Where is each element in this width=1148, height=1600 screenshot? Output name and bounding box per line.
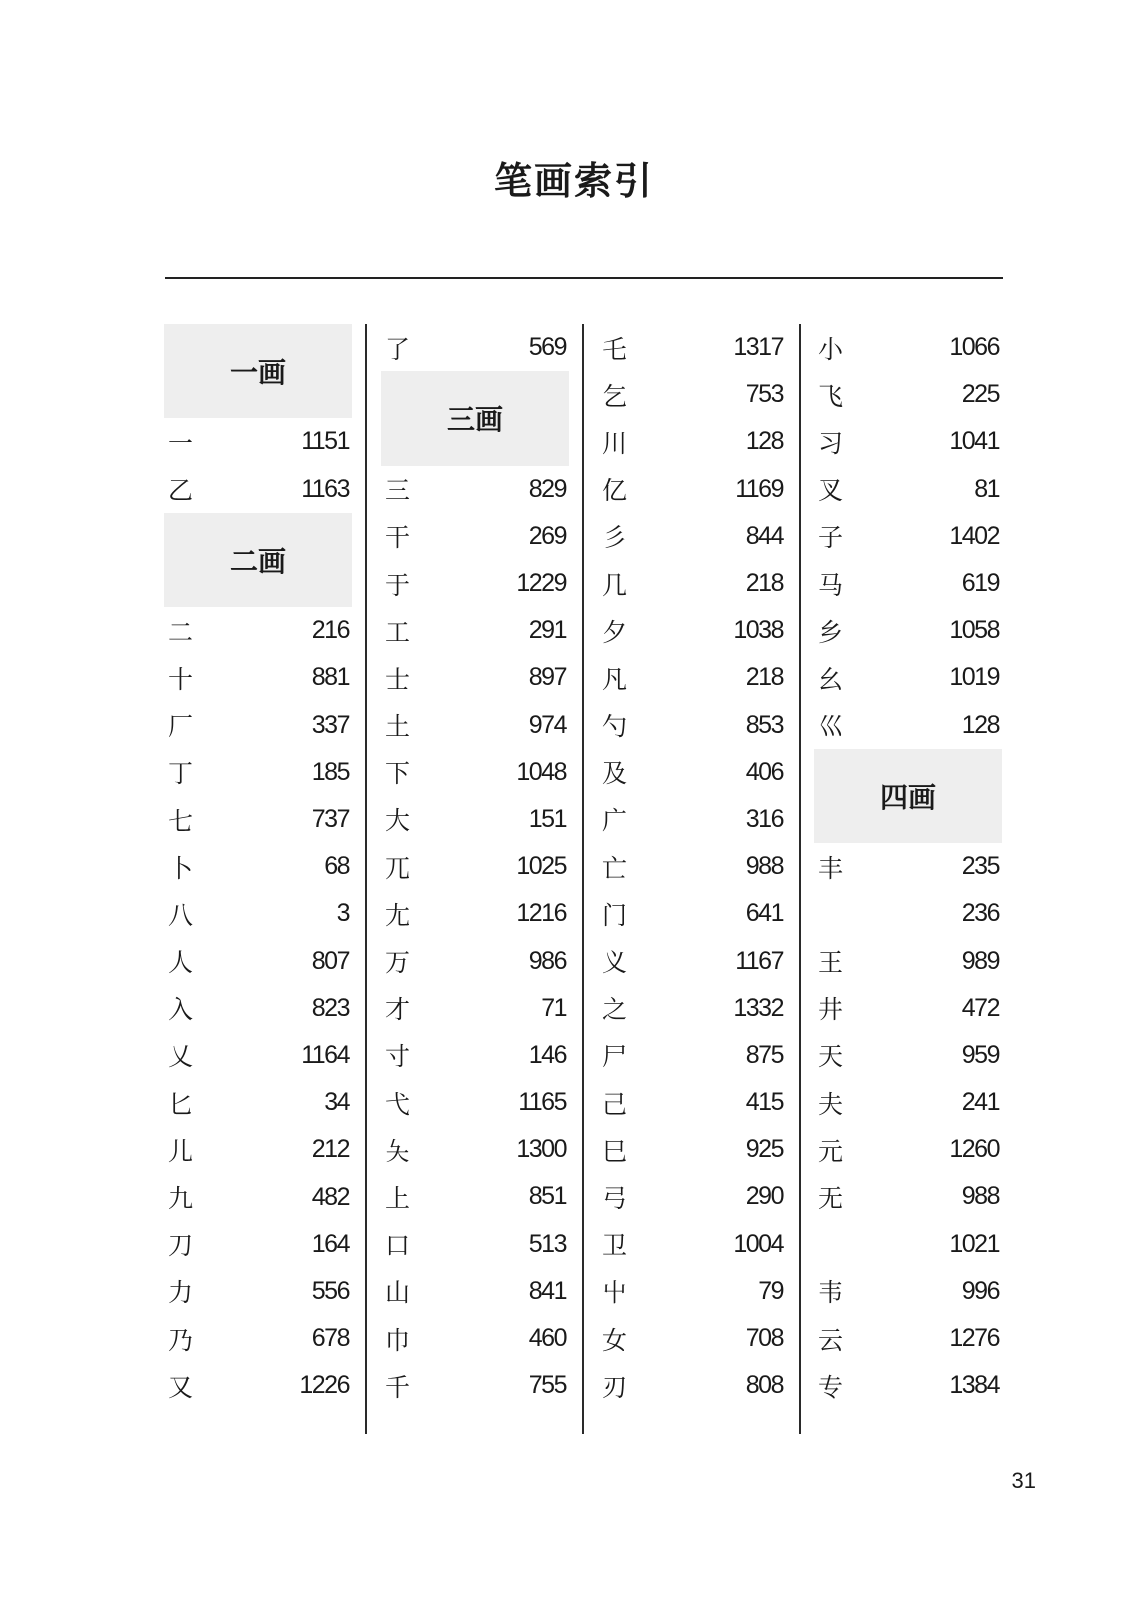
index-entry (814, 843, 1002, 890)
entry-page-number: 290 (745, 1182, 783, 1211)
entry-page-number: 513 (528, 1229, 566, 1258)
entry-page-number: 881 (311, 663, 349, 692)
index-entry (164, 1173, 352, 1220)
entry-character: 乙 (168, 476, 194, 506)
entry-character: 己 (602, 1089, 628, 1119)
index-entry (814, 607, 1002, 654)
entry-page-number: 3 (336, 899, 349, 928)
index-column-1 (164, 324, 352, 1409)
entry-page-number: 164 (311, 1229, 349, 1258)
entry-page-number: 897 (528, 663, 566, 692)
entry-page-number: 986 (528, 946, 566, 975)
entry-page-number: 225 (961, 380, 999, 409)
entry-page-number: 1038 (733, 616, 783, 645)
index-entry (598, 513, 786, 560)
entry-character: 三 (385, 476, 411, 506)
entry-character: 勺 (602, 712, 628, 742)
entry-character: 义 (602, 948, 628, 978)
index-entry (598, 985, 786, 1032)
index-entry (598, 937, 786, 984)
entry-character: 才 (385, 995, 411, 1025)
entry-page-number: 678 (311, 1324, 349, 1353)
entry-character: 无 (818, 1183, 844, 1213)
entry-page-number: 415 (745, 1088, 783, 1117)
index-entry (381, 985, 569, 1032)
index-entry (814, 1032, 1002, 1079)
entry-page-number: 808 (745, 1371, 783, 1400)
entry-page-number: 875 (745, 1040, 783, 1069)
index-entry (598, 843, 786, 890)
entry-page-number: 853 (745, 710, 783, 739)
entry-character: 王 (818, 948, 844, 978)
entry-character: 门 (602, 900, 628, 930)
entry-page-number: 218 (745, 569, 783, 598)
entry-character: 丰 (818, 853, 844, 883)
entry-page-number: 959 (961, 1040, 999, 1069)
index-entry (381, 1173, 569, 1220)
index-entry (814, 1079, 1002, 1126)
index-entry (164, 985, 352, 1032)
entry-character: 夨 (385, 1136, 411, 1166)
entry-page-number: 556 (311, 1276, 349, 1305)
entry-character: 土 (385, 712, 411, 742)
entry-character: 弓 (602, 1183, 628, 1213)
index-entry (598, 418, 786, 465)
index-entry (164, 1126, 352, 1173)
index-entry (381, 324, 569, 371)
index-entry (164, 654, 352, 701)
entry-page-number: 1332 (733, 993, 783, 1022)
index-entry (814, 1268, 1002, 1315)
entry-page-number: 989 (961, 946, 999, 975)
entry-character: 屮 (602, 1278, 628, 1308)
entry-character: 元 (818, 1136, 844, 1166)
index-entry (598, 560, 786, 607)
entry-page-number: 829 (528, 474, 566, 503)
entry-character: 亿 (602, 476, 628, 506)
index-entry (381, 1221, 569, 1268)
entry-page-number: 185 (311, 757, 349, 786)
index-entry (814, 937, 1002, 984)
entry-character: 尢 (385, 900, 411, 930)
index-entry (381, 654, 569, 701)
stroke-section-header: 二画 (164, 513, 352, 607)
entry-page-number: 1164 (301, 1040, 349, 1069)
index-entry (381, 1079, 569, 1126)
index-entry (598, 1126, 786, 1173)
entry-page-number: 1300 (516, 1135, 566, 1164)
entry-character: 习 (818, 428, 844, 458)
entry-character: 口 (385, 1231, 411, 1261)
entry-character: 七 (168, 806, 194, 836)
index-entry (164, 937, 352, 984)
index-entry (598, 466, 786, 513)
entry-character: 上 (385, 1183, 411, 1213)
entry-character: 二 (168, 617, 194, 647)
entry-character: 女 (602, 1325, 628, 1355)
stroke-section-header: 四画 (814, 749, 1002, 843)
entry-page-number: 1019 (949, 663, 999, 692)
entry-page-number: 1021 (949, 1229, 999, 1258)
index-entry (381, 607, 569, 654)
entry-page-number: 151 (528, 804, 566, 833)
index-entry (381, 1268, 569, 1315)
entry-character: 巾 (385, 1325, 411, 1355)
index-entry (381, 702, 569, 749)
index-entry (814, 1315, 1002, 1362)
entry-page-number: 1041 (949, 427, 999, 456)
entry-page-number: 1151 (301, 427, 349, 456)
entry-page-number: 737 (311, 805, 349, 833)
index-entry (598, 1362, 786, 1409)
entry-character: 士 (385, 664, 411, 694)
entry-character: 人 (168, 948, 194, 978)
entry-character: 卜 (168, 853, 194, 883)
index-entry (164, 1032, 352, 1079)
index-entry (598, 607, 786, 654)
entry-page-number: 996 (961, 1276, 999, 1305)
entry-character: 乞 (602, 381, 628, 411)
entry-character: 千 (385, 1372, 411, 1402)
index-entry (381, 937, 569, 984)
entry-page-number: 79 (758, 1276, 783, 1305)
entry-character: 大 (385, 806, 411, 836)
index-entry (381, 1315, 569, 1362)
entry-character: 于 (385, 570, 411, 600)
entry-character: 丁 (168, 759, 194, 789)
page-title: 笔画索引 (493, 158, 654, 203)
index-entry (814, 324, 1002, 371)
index-entry (164, 843, 352, 890)
entry-page-number: 988 (961, 1182, 999, 1211)
entry-page-number: 1004 (733, 1229, 783, 1258)
entry-character: 幺 (818, 664, 844, 694)
entry-character: 专 (818, 1372, 844, 1402)
entry-page-number: 569 (528, 333, 566, 362)
entry-character: 飞 (818, 381, 844, 411)
entry-page-number: 1058 (949, 616, 999, 645)
index-entry (814, 560, 1002, 607)
entry-page-number: 851 (528, 1182, 566, 1211)
entry-character: 乃 (168, 1325, 194, 1355)
index-entry (381, 1362, 569, 1409)
index-entry (814, 1221, 1002, 1268)
entry-page-number: 1216 (516, 899, 566, 928)
entry-character: 寸 (385, 1042, 411, 1072)
entry-page-number: 1165 (518, 1088, 566, 1117)
index-column-2 (381, 324, 569, 1409)
entry-character: 匕 (168, 1089, 194, 1119)
index-entry (814, 1126, 1002, 1173)
entry-page-number: 406 (745, 757, 783, 786)
index-entry (164, 1315, 352, 1362)
entry-page-number: 218 (745, 663, 783, 692)
entry-page-number: 1048 (516, 757, 566, 786)
entry-character: 夕 (602, 617, 628, 647)
index-entry (814, 890, 1002, 937)
index-entry (814, 466, 1002, 513)
entry-page-number: 291 (528, 616, 566, 645)
index-entry (598, 796, 786, 843)
entry-character: 彡 (602, 523, 628, 553)
index-entry (381, 890, 569, 937)
entry-page-number: 1066 (949, 333, 999, 362)
entry-page-number: 128 (745, 427, 783, 456)
entry-character: 又 (168, 1372, 194, 1402)
entry-page-number: 641 (745, 899, 783, 928)
entry-page-number: 1226 (299, 1371, 349, 1400)
index-entry (598, 1173, 786, 1220)
index-entry (598, 702, 786, 749)
index-entry (598, 1221, 786, 1268)
entry-page-number: 337 (311, 710, 349, 739)
entry-page-number: 269 (528, 521, 566, 550)
entry-page-number: 146 (528, 1040, 566, 1069)
index-entry (164, 1362, 352, 1409)
entry-page-number: 823 (311, 993, 349, 1022)
index-column-4 (814, 324, 1002, 1409)
index-entry (164, 1221, 352, 1268)
entry-character: 夫 (818, 1089, 844, 1119)
entry-page-number: 841 (528, 1276, 566, 1305)
entry-character: 九 (168, 1184, 194, 1213)
index-entry (814, 702, 1002, 749)
index-entry (164, 1079, 352, 1126)
index-entry (381, 560, 569, 607)
index-entry (598, 371, 786, 418)
entry-character: 八 (168, 900, 194, 930)
index-entry (164, 466, 352, 513)
index-entry (381, 1126, 569, 1173)
entry-character: 尸 (602, 1042, 628, 1072)
title-rule (165, 277, 1003, 279)
entry-character: 刀 (168, 1231, 194, 1261)
index-entry (164, 890, 352, 937)
entry-page-number: 1167 (735, 946, 783, 975)
entry-character: 亡 (602, 853, 628, 883)
entry-character: 天 (818, 1042, 844, 1072)
entry-page-number: 1384 (949, 1371, 999, 1400)
index-entry (164, 1268, 352, 1315)
index-entry (381, 466, 569, 513)
entry-page-number: 619 (961, 569, 999, 598)
entry-page-number: 236 (961, 899, 999, 928)
entry-page-number: 34 (324, 1088, 349, 1117)
index-entry (598, 1268, 786, 1315)
entry-page-number: 755 (528, 1371, 566, 1400)
entry-character: 井 (818, 995, 844, 1025)
index-entry (598, 890, 786, 937)
entry-character: 韦 (818, 1278, 844, 1308)
index-entry (381, 749, 569, 796)
entry-character: 乂 (168, 1042, 194, 1072)
entry-character: 儿 (168, 1136, 194, 1166)
index-entry (814, 1362, 1002, 1409)
column-divider (799, 324, 801, 1434)
entry-character: 兀 (385, 853, 411, 883)
index-entry (598, 1079, 786, 1126)
entry-page-number: 988 (745, 852, 783, 881)
index-entry (381, 843, 569, 890)
entry-character: 川 (602, 428, 628, 458)
index-entry (814, 513, 1002, 560)
index-entry (164, 607, 352, 654)
entry-character: 几 (602, 570, 628, 600)
entry-page-number: 925 (745, 1135, 783, 1164)
column-divider (365, 324, 367, 1434)
entry-page-number: 844 (745, 521, 783, 550)
stroke-section-header: 三画 (381, 371, 569, 465)
entry-page-number: 1260 (949, 1135, 999, 1164)
index-entry (381, 1032, 569, 1079)
entry-character: 马 (818, 570, 844, 600)
entry-character: 力 (168, 1278, 194, 1308)
entry-character: 巛 (818, 712, 844, 742)
entry-page-number: 753 (745, 380, 783, 409)
index-entry (164, 702, 352, 749)
index-entry (598, 654, 786, 701)
entry-character: 凡 (602, 664, 628, 694)
entry-page-number: 1169 (735, 474, 783, 503)
entry-character: 乇 (602, 334, 628, 364)
entry-page-number: 1229 (516, 569, 566, 598)
entry-character: 下 (385, 759, 411, 789)
entry-character: 了 (385, 334, 411, 364)
index-entry (164, 796, 352, 843)
entry-character: 子 (818, 523, 844, 553)
entry-page-number: 1402 (949, 521, 999, 550)
entry-character: 入 (168, 995, 194, 1025)
entry-page-number: 472 (961, 993, 999, 1022)
index-column-3 (598, 324, 786, 1409)
entry-page-number: 128 (961, 710, 999, 739)
entry-page-number: 1163 (301, 474, 349, 503)
entry-page-number: 807 (311, 946, 349, 975)
entry-character: 及 (602, 759, 628, 789)
index-entry (381, 513, 569, 560)
entry-page-number: 1025 (516, 852, 566, 881)
entry-page-number: 68 (324, 852, 349, 881)
index-entry (814, 1173, 1002, 1220)
index-entry (164, 749, 352, 796)
entry-page-number: 316 (745, 804, 783, 833)
entry-page-number: 974 (528, 710, 566, 739)
entry-character: 十 (168, 664, 194, 694)
column-divider (582, 324, 584, 1434)
index-entry (814, 371, 1002, 418)
entry-character: 巳 (602, 1136, 628, 1166)
entry-character: 工 (385, 617, 411, 647)
entry-character: 一 (168, 428, 194, 458)
index-entry (814, 418, 1002, 465)
entry-character: 叉 (818, 476, 844, 506)
entry-page-number: 71 (541, 993, 566, 1022)
entry-character: 乡 (818, 617, 844, 647)
entry-character: 万 (385, 948, 411, 978)
entry-character: 刃 (602, 1372, 628, 1402)
entry-character: 弋 (385, 1089, 411, 1119)
index-entry (814, 985, 1002, 1032)
entry-character: 小 (818, 334, 844, 364)
entry-page-number: 482 (311, 1182, 349, 1211)
page-number: 31 (1011, 1468, 1036, 1493)
index-entry (598, 749, 786, 796)
index-entry (598, 1315, 786, 1362)
index-entry (381, 796, 569, 843)
entry-page-number: 81 (974, 474, 999, 503)
index-entry (598, 324, 786, 371)
entry-page-number: 1317 (733, 333, 783, 362)
entry-page-number: 1276 (949, 1324, 999, 1353)
entry-character: 厂 (168, 712, 194, 742)
entry-character: 云 (818, 1325, 844, 1355)
entry-character: 广 (602, 806, 628, 836)
entry-character: 山 (385, 1278, 411, 1308)
stroke-section-header: 一画 (164, 324, 352, 418)
entry-character: 之 (602, 995, 628, 1025)
entry-page-number: 212 (311, 1135, 349, 1164)
entry-page-number: 235 (961, 852, 999, 881)
index-entry (814, 654, 1002, 701)
index-entry (164, 418, 352, 465)
entry-page-number: 708 (745, 1324, 783, 1353)
entry-page-number: 241 (961, 1088, 999, 1117)
index-entry (598, 1032, 786, 1079)
entry-character: 卫 (602, 1231, 628, 1261)
entry-page-number: 460 (528, 1324, 566, 1353)
entry-page-number: 216 (311, 616, 349, 645)
entry-character: 干 (385, 523, 411, 553)
